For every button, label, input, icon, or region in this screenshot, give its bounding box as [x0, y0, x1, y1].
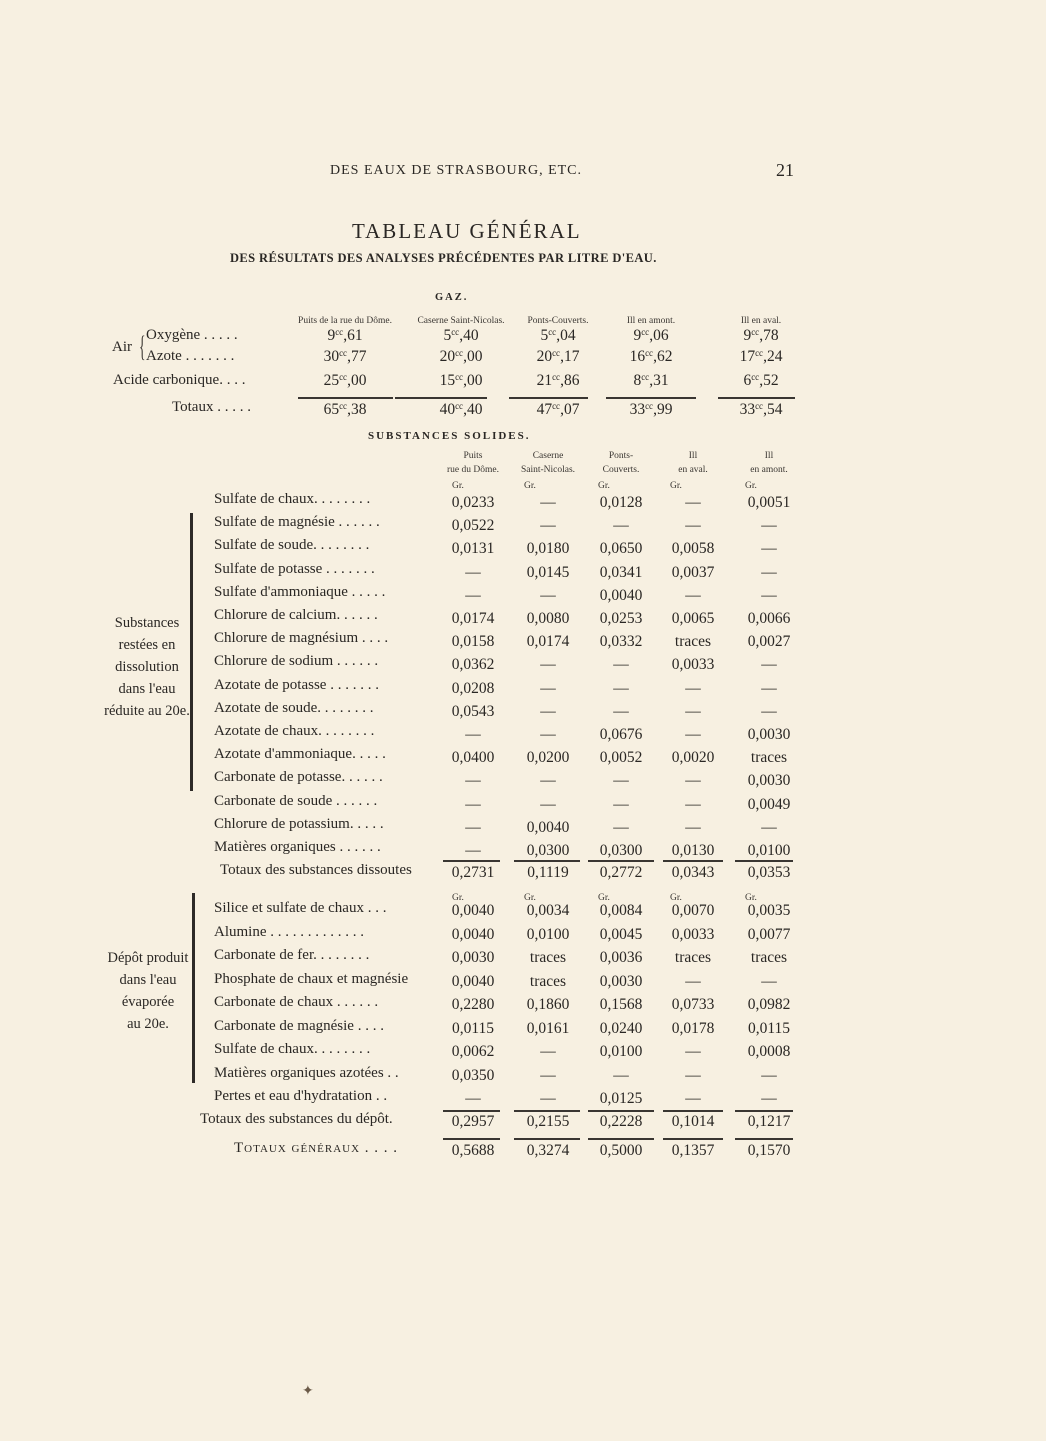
- dissolution-value: —: [685, 726, 701, 743]
- depot-value: —: [685, 1043, 701, 1060]
- depot-value: —: [685, 972, 701, 990]
- dissolution-value: traces: [750, 749, 788, 767]
- depot-value: 0,0062: [451, 1043, 495, 1060]
- dissolution-value: 0,0145: [526, 563, 570, 581]
- depot-value: traces: [529, 949, 567, 966]
- dissolution-value: —: [613, 679, 629, 697]
- solides-column-header: Couverts.: [602, 465, 640, 475]
- gaz-total-value: $47^{cc},07$: [536, 401, 580, 418]
- depot-value: 0,0030: [451, 949, 495, 966]
- grand-total-value: 0,5000: [599, 1142, 643, 1159]
- dissolution-total-value: 0,2731: [451, 864, 495, 881]
- depot-value: 0,0125: [599, 1090, 643, 1107]
- total-rule: [735, 1110, 793, 1112]
- grand-total-value: 0,3274: [526, 1142, 570, 1159]
- dissolution-value: —: [540, 702, 556, 720]
- dissolution-value: —: [761, 702, 777, 720]
- depot-value: —: [685, 1090, 701, 1107]
- running-head: DES EAUX DE STRASBOURG, ETC.: [330, 163, 583, 178]
- dissolution-value: —: [761, 563, 777, 581]
- page-number: 21: [776, 160, 794, 180]
- depot-value: —: [540, 1090, 556, 1107]
- gram-unit-label: Gr.: [524, 893, 536, 903]
- dissolution-value: 0,0180: [526, 540, 570, 558]
- solides-column-header: Ill: [688, 451, 698, 461]
- dissolution-row-label: Azotate d'ammoniaque. . . . .: [214, 746, 386, 763]
- depot-row-label: Carbonate de chaux . . . . . .: [214, 994, 379, 1010]
- gaz-total-value: $65^{cc},38$: [323, 401, 367, 418]
- dissolution-total-value: 0,1119: [527, 864, 569, 881]
- depot-row-label: Pertes et eau d'hydratation . .: [214, 1088, 388, 1104]
- depot-value: traces: [529, 972, 567, 990]
- dissolution-value: 0,0030: [747, 772, 791, 790]
- air-group-label: Air: [112, 339, 132, 355]
- dissolution-value: —: [613, 818, 629, 836]
- depot-value: 0,1568: [599, 996, 643, 1013]
- depot-value: 0,0077: [747, 925, 791, 943]
- solides-column-header: Saint-Nicolas.: [520, 465, 576, 475]
- total-rule: [663, 860, 723, 862]
- depot-value: 0,2280: [451, 996, 495, 1013]
- dissolution-value: 0,0065: [671, 610, 715, 627]
- dissolution-value: 0,0650: [599, 540, 643, 558]
- dissolution-value: —: [465, 563, 481, 581]
- dissolution-group-label: Substances restées en dissolution dans l'eau réduite au 20e.: [104, 615, 190, 719]
- air-brace: {: [138, 330, 146, 363]
- dissolution-value: —: [465, 586, 481, 604]
- total-rule: [588, 1138, 654, 1140]
- dissolution-value: 0,0030: [747, 726, 791, 743]
- dissolution-value: —: [540, 772, 556, 790]
- solides-column-header: Ill: [764, 451, 774, 461]
- dissolution-value: 0,0020: [671, 749, 715, 767]
- dissolution-value: —: [761, 679, 777, 697]
- depot-row-label: Matières organiques azotées . .: [214, 1064, 399, 1081]
- depot-total-value: 0,2155: [526, 1113, 570, 1130]
- depot-value: traces: [750, 949, 788, 966]
- dissolution-value: —: [685, 795, 701, 813]
- dissolution-value: 0,0208: [451, 679, 495, 697]
- dissolution-value: —: [613, 656, 629, 674]
- total-rule: [606, 397, 696, 399]
- gaz-total-value: $40^{cc},40$: [439, 401, 483, 418]
- dissolution-value: —: [540, 656, 556, 674]
- dissolution-value: 0,0522: [451, 517, 495, 535]
- gram-unit-label: Gr.: [670, 481, 682, 491]
- gram-unit-label: Gr.: [524, 481, 536, 491]
- total-rule: [663, 1138, 723, 1140]
- dissolution-value: 0,0040: [599, 586, 643, 604]
- gaz-total-value: $33^{cc},99$: [629, 401, 673, 418]
- depot-row-label: Alumine . . . . . . . . . . . . .: [214, 923, 364, 940]
- gaz-total-value: $33^{cc},54$: [739, 401, 783, 418]
- dissolution-value: 0,0362: [451, 656, 495, 674]
- dissolution-value: 0,0052: [599, 749, 643, 767]
- gaz-value: $9^{cc},61$: [327, 327, 363, 344]
- dissolution-value: 0,0174: [526, 633, 570, 651]
- dissolution-row-label: Chlorure de calcium. . . . . .: [214, 607, 378, 623]
- solides-column-header: Ponts-: [608, 451, 634, 461]
- dissolution-value: —: [613, 795, 629, 813]
- solides-column-header: en amont.: [750, 465, 788, 475]
- gaz-totals-label: Totaux . . . . .: [172, 399, 251, 415]
- gaz-value: $25^{cc},00$: [323, 372, 367, 389]
- gram-unit-label: Gr.: [598, 481, 610, 491]
- depot-value: 0,0115: [451, 1019, 495, 1037]
- dissolution-total-value: 0,2772: [599, 864, 643, 881]
- gaz-value: $16^{cc},62$: [629, 348, 673, 365]
- dissolution-value: —: [540, 494, 556, 511]
- dissolution-value: 0,0040: [526, 818, 570, 836]
- grand-total-value: 0,5688: [451, 1142, 495, 1159]
- total-rule: [298, 397, 393, 399]
- depot-value: —: [685, 1066, 701, 1084]
- dissolution-value: —: [613, 702, 629, 720]
- dissolution-row-label: Chlorure de sodium . . . . . .: [214, 653, 379, 670]
- depot-value: 0,0040: [451, 925, 495, 943]
- depot-brace: [192, 893, 195, 1083]
- gaz-row-label: Azote . . . . . . .: [146, 348, 235, 364]
- dissolution-row-label: Carbonate de potasse. . . . . .: [214, 769, 383, 786]
- depot-value: —: [761, 972, 777, 990]
- gaz-value: $5^{cc},40$: [443, 327, 479, 344]
- page-title: TABLEAU GÉNÉRAL: [352, 219, 582, 243]
- depot-value: —: [540, 1043, 556, 1060]
- total-rule: [395, 397, 487, 399]
- dissolution-value: —: [465, 818, 481, 836]
- gaz-value: $20^{cc},00$: [439, 348, 483, 365]
- depot-value: 0,0035: [747, 902, 791, 919]
- dissolution-row-label: Chlorure de magnésium . . . .: [214, 630, 389, 647]
- dissolution-value: 0,0058: [671, 540, 715, 558]
- solides-column-header: en aval.: [678, 465, 708, 475]
- dissolution-value: 0,0300: [599, 842, 643, 859]
- dissolution-value: 0,0066: [747, 610, 791, 627]
- dissolution-value: —: [685, 818, 701, 836]
- depot-value: 0,0350: [451, 1066, 495, 1084]
- gaz-row-label: Acide carbonique. . . .: [113, 372, 246, 388]
- dissolution-value: 0,0158: [451, 633, 495, 651]
- gaz-value: $20^{cc},17$: [536, 348, 580, 365]
- gram-unit-label: Gr.: [670, 893, 682, 903]
- gaz-value: $6^{cc},52$: [743, 372, 779, 389]
- dissolution-row-label: Sulfate de potasse . . . . . . .: [214, 560, 375, 577]
- dissolution-value: —: [685, 494, 701, 511]
- solides-column-header: Caserne: [532, 451, 564, 461]
- grand-totals-label: Totaux généraux . . . .: [234, 1140, 399, 1156]
- depot-value: 0,0036: [599, 949, 643, 966]
- dissolution-value: 0,0233: [451, 494, 495, 511]
- total-rule: [735, 860, 793, 862]
- dissolution-value: —: [761, 656, 777, 674]
- gaz-row-label: Oxygène . . . . .: [146, 327, 238, 343]
- depot-total-value: 0,1217: [747, 1113, 791, 1130]
- depot-value: —: [613, 1066, 629, 1084]
- dissolution-value: 0,0131: [451, 540, 495, 558]
- depot-value: 0,0733: [671, 996, 715, 1013]
- page-subtitle: DES RÉSULTATS DES ANALYSES PRÉCÉDENTES PAR LITRE D'EAU.: [230, 251, 657, 265]
- depot-value: 0,0100: [526, 925, 570, 943]
- dissolution-value: 0,0200: [526, 749, 570, 767]
- dissolution-value: —: [761, 818, 777, 836]
- gaz-value: $9^{cc},06$: [633, 327, 669, 344]
- dissolution-value: 0,0128: [599, 494, 643, 511]
- depot-value: 0,0045: [599, 925, 643, 943]
- dissolution-value: 0,0400: [451, 749, 495, 767]
- dissolution-value: —: [465, 772, 481, 790]
- depot-total-value: 0,2228: [599, 1113, 643, 1130]
- dissolution-total-value: 0,0353: [747, 864, 791, 881]
- depot-value: 0,0040: [451, 972, 495, 990]
- depot-value: 0,0240: [599, 1019, 643, 1037]
- dissolution-value: 0,0341: [599, 563, 643, 581]
- gram-unit-label: Gr.: [598, 893, 610, 903]
- depot-value: 0,0115: [747, 1019, 791, 1037]
- gaz-column-header: Ill en amont.: [626, 316, 676, 326]
- dissolution-value: —: [465, 726, 481, 743]
- dissolution-value: —: [613, 772, 629, 790]
- dissolution-value: —: [465, 795, 481, 813]
- gram-unit-label: Gr.: [745, 893, 757, 903]
- ornament-icon: ✦: [302, 1384, 314, 1399]
- dissolution-value: 0,0130: [671, 842, 715, 859]
- dissolution-row-label: Azotate de soude. . . . . . . .: [214, 699, 374, 716]
- dissolution-row-label: Matières organiques . . . . . .: [214, 839, 381, 855]
- dissolution-value: 0,0027: [747, 633, 791, 651]
- solides-section-title: SUBSTANCES SOLIDES.: [368, 430, 531, 442]
- gaz-value: $17^{cc},24$: [739, 348, 783, 365]
- dissolution-row-label: Chlorure de potassium. . . . .: [214, 815, 384, 832]
- depot-value: 0,0034: [526, 902, 570, 919]
- total-rule: [663, 1110, 723, 1112]
- dissolution-value: —: [685, 517, 701, 535]
- gram-unit-label: Gr.: [452, 481, 464, 491]
- dissolution-value: 0,0332: [599, 633, 643, 651]
- gaz-value: $21^{cc},86$: [536, 372, 580, 389]
- total-rule: [443, 860, 500, 862]
- dissolution-row-label: Sulfate de soude. . . . . . . .: [214, 537, 370, 554]
- solides-column-header: Puits: [463, 451, 483, 461]
- depot-value: 0,0033: [671, 925, 715, 943]
- dissolution-value: —: [761, 540, 777, 558]
- gaz-value: $9^{cc},78$: [743, 327, 779, 344]
- dissolution-row-label: Sulfate d'ammoniaque . . . . .: [214, 583, 386, 600]
- dissolution-value: —: [540, 679, 556, 697]
- gaz-column-header: Puits de la rue du Dôme.: [298, 316, 392, 326]
- depot-row-label: Phosphate de chaux et magnésie: [214, 970, 409, 987]
- dissolution-value: —: [761, 517, 777, 535]
- gaz-column-header: Caserne Saint-Nicolas.: [417, 316, 505, 326]
- dissolution-value: 0,0543: [451, 702, 495, 720]
- dissolution-value: 0,0051: [747, 494, 791, 511]
- dissolution-value: 0,0049: [747, 795, 791, 813]
- gaz-value: $15^{cc},00$: [439, 372, 483, 389]
- depot-value: —: [540, 1066, 556, 1084]
- dissolution-value: 0,0037: [671, 563, 715, 581]
- total-rule: [514, 860, 580, 862]
- depot-row-label: Sulfate de chaux. . . . . . . .: [214, 1041, 371, 1057]
- dissolution-row-label: Carbonate de soude . . . . . .: [214, 792, 378, 809]
- depot-value: 0,0161: [526, 1019, 570, 1037]
- dissolution-total-value: 0,0343: [671, 864, 715, 881]
- depot-value: 0,1860: [526, 996, 570, 1013]
- depot-value: —: [761, 1066, 777, 1084]
- depot-value: —: [761, 1090, 777, 1107]
- gaz-value: $30^{cc},77$: [323, 348, 367, 365]
- dissolution-value: —: [685, 586, 701, 604]
- gram-unit-label: Gr.: [745, 481, 757, 491]
- depot-value: —: [465, 1090, 481, 1107]
- depot-value: traces: [674, 949, 712, 966]
- depot-value: 0,0008: [747, 1043, 791, 1060]
- depot-value: 0,0040: [451, 902, 495, 919]
- depot-value: 0,0070: [671, 902, 715, 919]
- dissolution-row-label: Sulfate de chaux. . . . . . . .: [214, 491, 371, 507]
- dissolution-value: —: [685, 679, 701, 697]
- grand-total-value: 0,1357: [671, 1142, 715, 1159]
- dissolution-totals-label: Totaux des substances dissoutes: [220, 862, 412, 878]
- dissolution-value: 0,0100: [747, 842, 791, 859]
- dissolution-value: —: [761, 586, 777, 604]
- gaz-section-title: GAZ.: [435, 292, 469, 303]
- total-rule: [588, 860, 654, 862]
- depot-total-value: 0,1014: [671, 1113, 715, 1130]
- dissolution-value: —: [613, 517, 629, 535]
- dissolution-value: traces: [674, 633, 712, 651]
- depot-row-label: Silice et sulfate de chaux . . .: [214, 900, 387, 916]
- total-rule: [718, 397, 795, 399]
- dissolution-value: 0,0174: [451, 610, 495, 627]
- total-rule: [514, 1138, 580, 1140]
- gaz-column-header: Ponts-Couverts.: [527, 316, 589, 326]
- gaz-value: $8^{cc},31$: [633, 372, 669, 389]
- depot-row-label: Carbonate de fer. . . . . . . .: [214, 947, 370, 963]
- dissolution-row-label: Sulfate de magnésie . . . . . .: [214, 514, 380, 531]
- total-rule: [735, 1138, 793, 1140]
- dissolution-value: —: [685, 702, 701, 720]
- gram-unit-label: Gr.: [452, 893, 464, 903]
- total-rule: [509, 397, 588, 399]
- depot-value: 0,0178: [671, 1019, 715, 1037]
- total-rule: [443, 1110, 500, 1112]
- depot-value: 0,0982: [747, 996, 791, 1013]
- dissolution-value: 0,0676: [599, 726, 643, 743]
- depot-value: 0,0084: [599, 902, 643, 919]
- dissolution-brace: [190, 513, 193, 791]
- dissolution-value: 0,0033: [671, 656, 715, 674]
- dissolution-value: —: [540, 795, 556, 813]
- total-rule: [588, 1110, 654, 1112]
- dissolution-row-label: Azotate de potasse . . . . . . .: [214, 676, 379, 693]
- depot-totals-label: Totaux des substances du dépôt.: [200, 1111, 393, 1127]
- gaz-column-header: Ill en aval.: [740, 316, 782, 326]
- total-rule: [514, 1110, 580, 1112]
- depot-value: 0,0030: [599, 972, 643, 990]
- depot-value: 0,0100: [599, 1043, 643, 1060]
- solides-column-header: rue du Dôme.: [447, 465, 499, 475]
- dissolution-value: —: [685, 772, 701, 790]
- dissolution-value: 0,0080: [526, 610, 570, 627]
- dissolution-value: —: [540, 517, 556, 535]
- gaz-value: $5^{cc},04$: [540, 327, 576, 344]
- dissolution-value: 0,0253: [599, 610, 643, 627]
- depot-row-label: Carbonate de magnésie . . . .: [214, 1017, 384, 1034]
- depot-total-value: 0,2957: [451, 1113, 495, 1130]
- grand-total-value: 0,1570: [747, 1142, 791, 1159]
- dissolution-value: 0,0300: [526, 842, 570, 859]
- dissolution-value: —: [540, 586, 556, 604]
- depot-group-label: Dépôt produit dans l'eau évaporée au 20e.: [107, 950, 189, 1032]
- dissolution-value: —: [540, 726, 556, 743]
- total-rule: [443, 1138, 500, 1140]
- dissolution-value: —: [465, 842, 481, 859]
- dissolution-row-label: Azotate de chaux. . . . . . . .: [214, 723, 375, 739]
